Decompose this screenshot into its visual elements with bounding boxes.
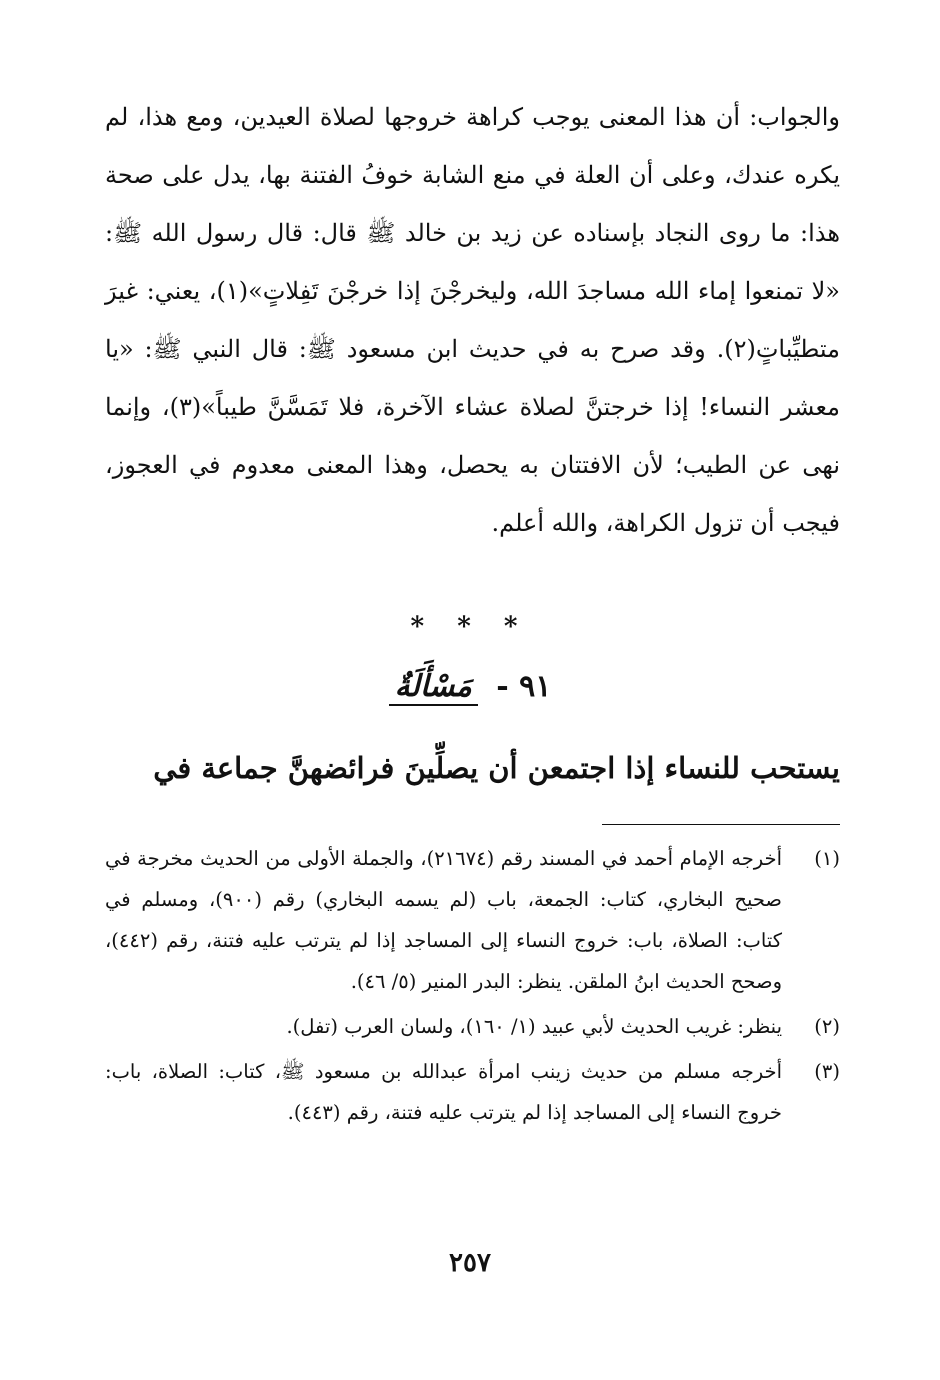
footnote-item	[105, 1006, 840, 1047]
footnote-number: (٣)	[814, 1060, 840, 1083]
footnote-number: (١)	[814, 847, 840, 870]
main-text	[105, 88, 840, 552]
issue-number: ٩١ -	[496, 669, 552, 704]
issue-heading	[0, 662, 940, 712]
issue-title: يستحب للنساء إذا اجتمعن أن يصلِّينَ فرائضهنَّ جماعة في	[153, 751, 840, 785]
footnote-divider	[602, 824, 840, 825]
page-number: ٢٥٧	[449, 1248, 491, 1278]
section-separator: * * *	[410, 612, 530, 642]
footnote-text: أخرجه مسلم من حديث زينب امرأة عبدالله بن مسعود ﷺ، كتاب: الصلاة، باب: خروج النساء إلى المساجد إذا لم يترتب عليه فتنة، رقم (٤٤٣).	[105, 1060, 782, 1124]
body-paragraph: والجواب: أن هذا المعنى يوجب كراهة خروجها لصلاة العيدين، ومع هذا، لم يكره عندك، وعلى أن العلة في منع الشابة خوفُ الفتنة بها، يدل على صحة هذا: ما روى النجاد بإسناده عن زيد بن خالد ﷺ قال: قال رسول الله ﷺ: «لا تمنعوا إماء الله مساجدَ الله، وليخرجْنَ إذا خرجْنَ تَفِلاتٍ»(١)، يعني: غيرَ متطيِّباتٍ(٢). وقد صرح به في حديث ابن مسعود ﷺ: قال النبي ﷺ: «يا معشر النساء! إذا خرجتنَّ لصلاة عشاء الآخرة، فلا تَمَسَّنَّ طيباً»(٣)، وإنما نهى عن الطيب؛ لأن الافتتان به يحصل، وهذا المعنى معدوم في العجوز، فيجب أن تزول الكراهة، والله أعلم.	[105, 103, 840, 537]
footnote-item	[105, 1051, 840, 1133]
footnote-text: ينظر: غريب الحديث لأبي عبيد (١/ ١٦٠)، ولسان العرب (تفل).	[286, 1015, 782, 1038]
issue-word: مَسْأَلَةٌ	[389, 669, 478, 706]
footnote-text: أخرجه الإمام أحمد في المسند رقم (٢١٦٧٤)، والجملة الأولى من الحديث مخرجة في صحيح البخاري، كتاب: الجمعة، باب (لم يسمه البخاري) رقم (٩٠٠)، ومسلم في كتاب: الصلاة، باب: خروج النساء إلى المساجد إذا لم يترتب عليه فتنة، رقم (٤٤٢)، وصحح الحديث ابنُ الملقن. ينظر: البدر المنير (٥/ ٤٦).	[105, 847, 782, 993]
footnote-item	[105, 838, 840, 1002]
footnotes	[105, 838, 840, 1137]
footnote-number: (٢)	[814, 1015, 840, 1038]
